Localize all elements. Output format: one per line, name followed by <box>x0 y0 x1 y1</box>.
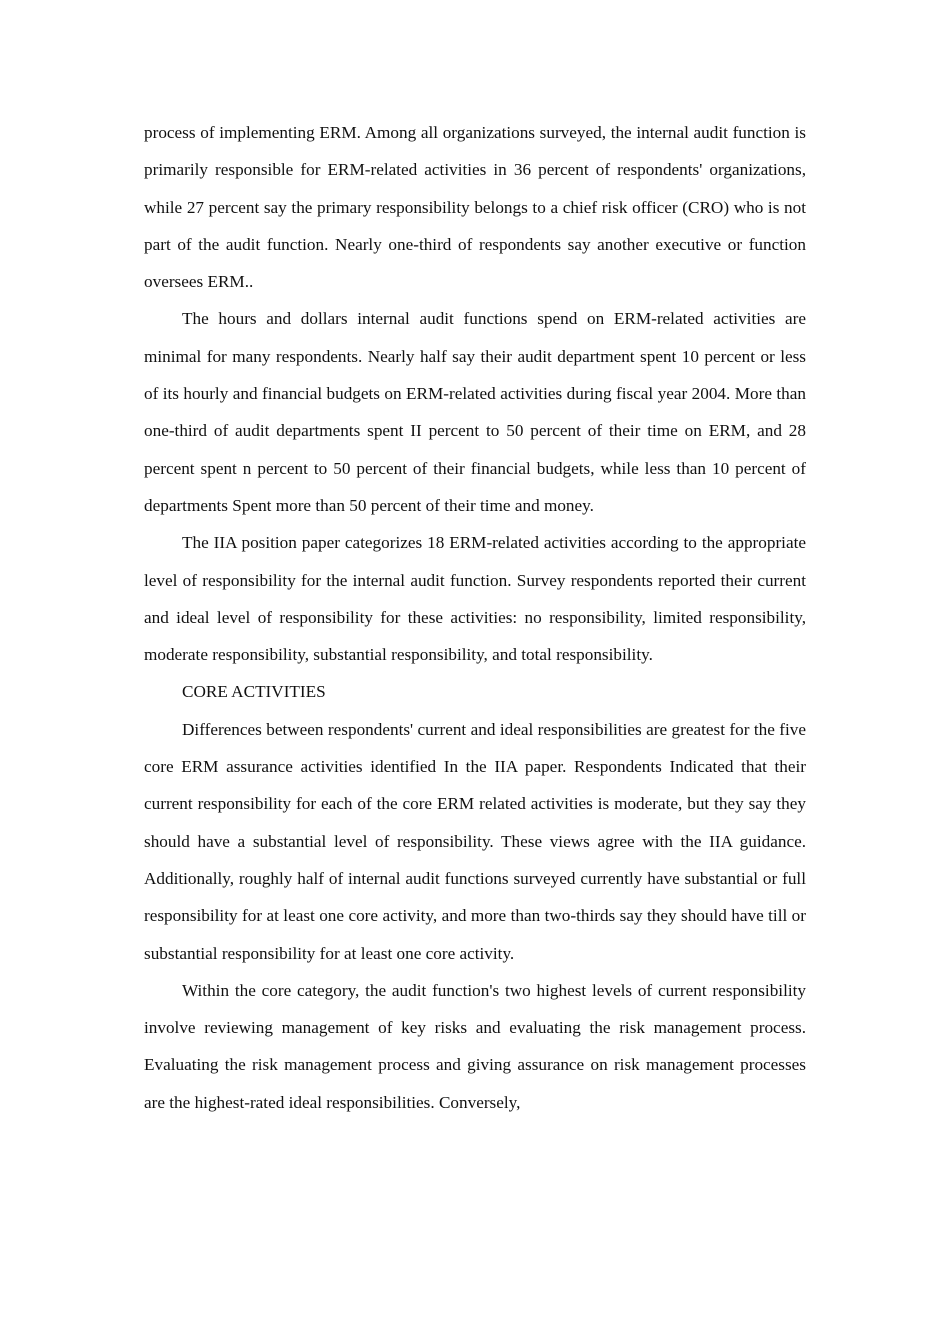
paragraph-position-paper: The IIA position paper categorizes 18 ERM-related activities according to the appropriate level of responsibility for the internal audit function. Survey respondents reported their current and ideal level of responsibility for these activities: no responsibility, limited responsibility, moderate responsibility, substantial responsibility, and total responsibility. <box>144 533 806 665</box>
paragraph-within-core: Within the core category, the audit function's two highest levels of current responsibility involve reviewing management of key risks and evaluating the risk management process. Evaluating the risk management process and giving assurance on risk management processes are the highest-rated ideal responsibilities. Conversely, <box>144 980 806 1112</box>
body-text <box>144 114 806 1121</box>
section-heading-core-activities: CORE ACTIVITIES <box>182 682 326 702</box>
paragraph-differences: Differences between respondents' current and ideal responsibilities are greatest for the five core ERM assurance activities identified In the IIA paper. Respondents Indicated that their current responsibility for each of the core ERM related activities is moderate, but they say they should have a substantial level of responsibility. These views agree with the IIA guidance. Additionally, roughly half of internal audit functions surveyed currently have substantial or full responsibility for at least one core activity, and more than two-thirds say they should have till or substantial responsibility for at least one core activity. <box>144 719 806 963</box>
paragraph-hours-dollars: The hours and dollars internal audit functions spend on ERM-related activities are minimal for many respondents. Nearly half say their audit department spent 10 percent or less of its hourly and financial budgets on ERM-related activities during fiscal year 2004. More than one-third of audit departments spent II percent to 50 percent of their time on ERM, and 28 percent spent n percent to 50 percent of their financial budgets, while less than 10 percent of departments Spent more than 50 percent of their time and money. <box>144 309 806 515</box>
paragraph-continuation: process of implementing ERM. Among all organizations surveyed, the internal audit function is primarily responsible for ERM-related activities in 36 percent of respondents' organizations, while 27 percent say the primary responsibility belongs to a chief risk officer (CRO) who is not part of the audit function. Nearly one-third of respondents say another executive or function oversees ERM.. <box>144 123 806 292</box>
